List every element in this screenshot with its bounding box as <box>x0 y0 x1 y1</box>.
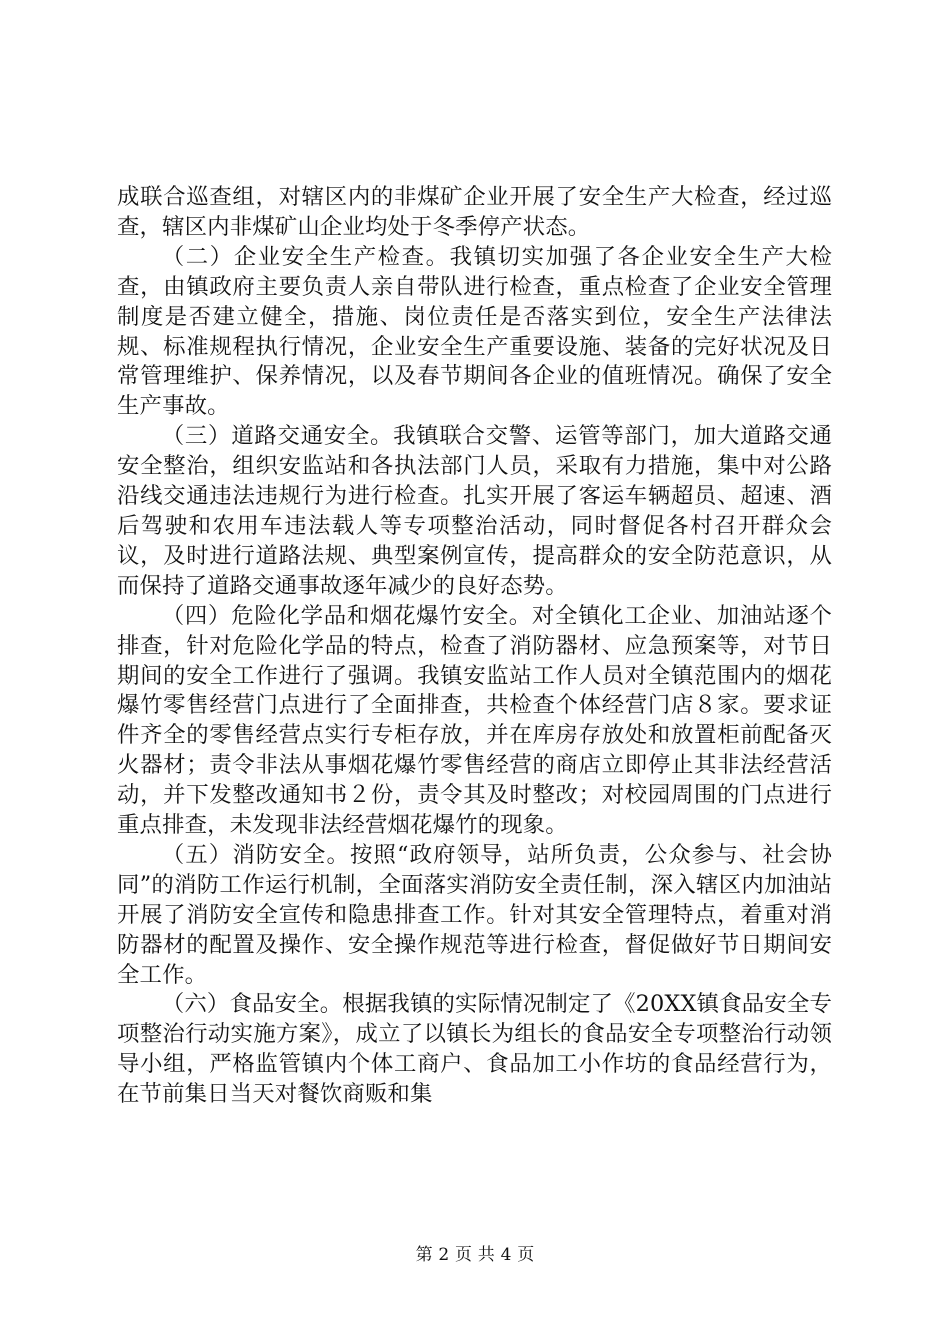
paragraph-enterprise-safety: （二）企业安全生产检查。我镇切实加强了各企业安全生产大检查，由镇政府主要负责人亲自带队进行检查，重点检查了企业安全管理制度是否建立健全，措施、岗位责任是否落实到位，安全生产法律法规、标准规程执行情况，企业安全生产重要设施、装备的完好状况及日常管理维护、保养情况，以及春节期间各企业的值班情况。确保了安全生产事故。 <box>117 243 832 420</box>
document-body <box>117 183 832 1110</box>
paragraph-continuation: 成联合巡查组，对辖区内的非煤矿企业开展了安全生产大检查，经过巡查，辖区内非煤矿山企业均处于冬季停产状态。 <box>117 184 832 240</box>
page-number-footer: 第 2 页 共 4 页 <box>415 1245 535 1265</box>
paragraph-hazardous-chemicals-fireworks: （四）危险化学品和烟花爆竹安全。对全镇化工企业、加油站逐个排查，针对危险化学品的特点，检查了消防器材、应急预案等，对节日期间的安全工作进行了强调。我镇安监站工作人员对全镇范围内的烟花爆竹零售经营门点进行了全面排查，共检查个体经营门店８家。要求证件齐全的零售经营点实行专柜存放，并在库房存放处和放置柜前配备灭火器材；责令非法从事烟花爆竹零售经营的商店立即停止其非法经营活动，并下发整改通知书２份，责令其及时整改；对校园周围的门点进行重点排查，未发现非法经营烟花爆竹的现象。 <box>117 602 832 839</box>
paragraph-fire-safety: （五）消防安全。按照“政府领导，站所负责，公众参与、社会协同”的消防工作运行机制，全面落实消防安全责任制，深入辖区内加油站开展了消防安全宣传和隐患排查工作。针对其安全管理特点，着重对消防器材的配置及操作、安全操作规范等进行检查，督促做好节日期间安全工作。 <box>117 841 832 988</box>
paragraph-road-traffic-safety: （三）道路交通安全。我镇联合交警、运管等部门，加大道路交通安全整治，组织安监站和各执法部门人员，采取有力措施，集中对公路沿线交通违法违规行为进行检查。扎实开展了客运车辆超员、超速、酒后驾驶和农用车违法载人等专项整治活动，同时督促各村召开群众会议，及时进行道路法规、典型案例宣传，提高群众的安全防范意识，从而保持了道路交通事故逐年减少的良好态势。 <box>117 423 832 599</box>
paragraph-food-safety: （六）食品安全。根据我镇的实际情况制定了《20XX镇食品安全专项整治行动实施方案》，成立了以镇长为组长的食品安全专项整治行动领导小组，严格监管镇内个体工商户、食品加工小作坊的食品经营行为，在节前集日当天对餐饮商贩和集 <box>117 991 832 1108</box>
